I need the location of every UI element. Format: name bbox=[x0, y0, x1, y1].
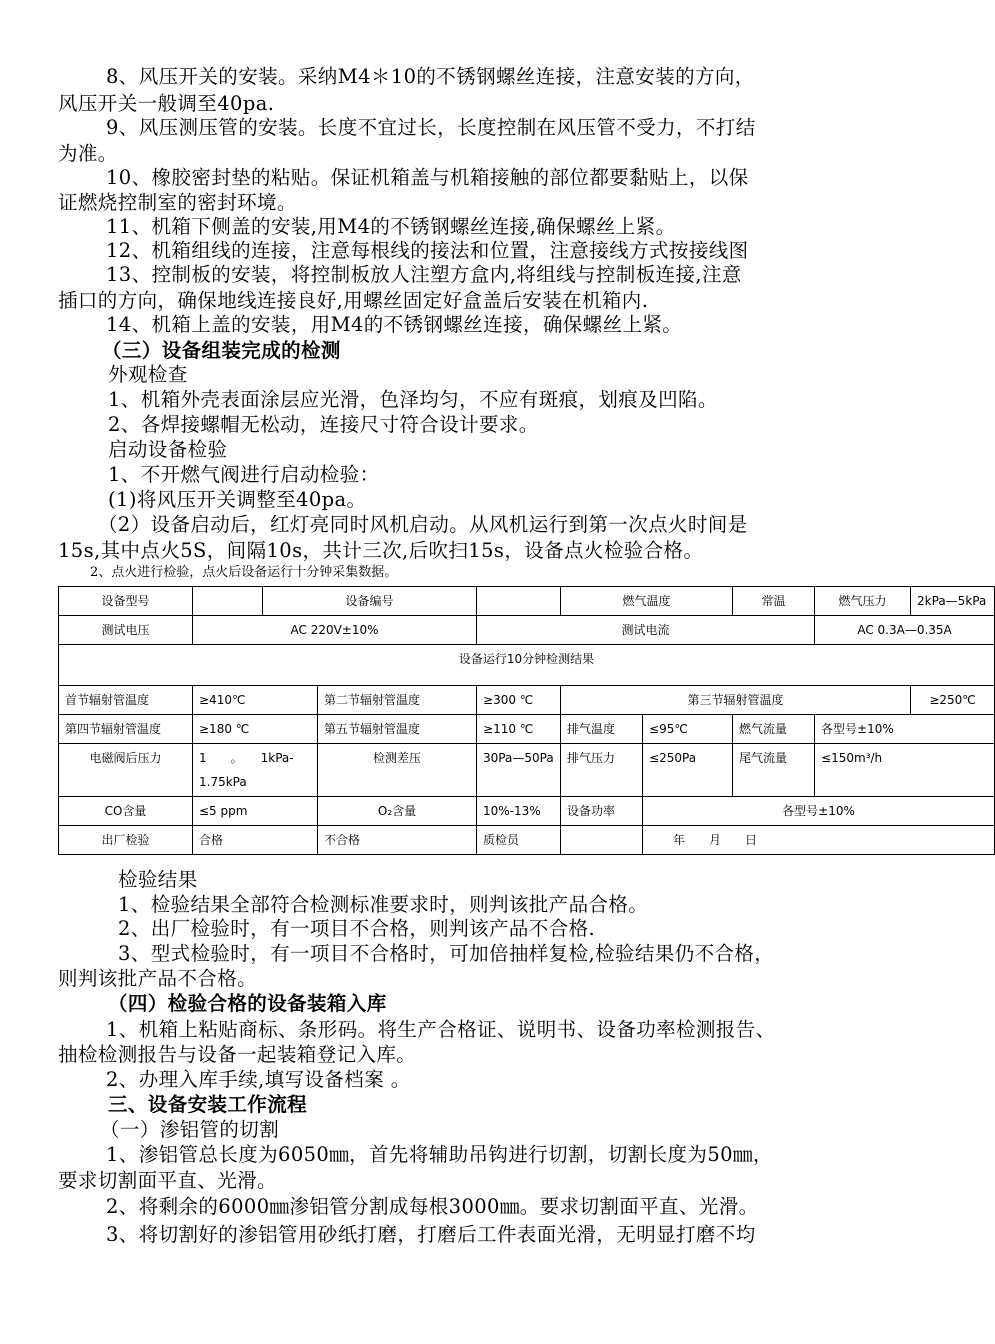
table-cell: 各型号±10% bbox=[815, 715, 995, 744]
table-cell: 燃气压力 bbox=[815, 587, 911, 616]
appearance-item-1: 1、机箱外壳表面涂层应光滑，色泽均匀，不应有斑痕，划痕及凹陷。 bbox=[108, 388, 718, 411]
table-row bbox=[59, 616, 995, 645]
storage-item-2: 2、办理入库手续,填写设备档案 。 bbox=[106, 1068, 411, 1091]
table-cell: 第二节辐射管温度 bbox=[318, 686, 477, 715]
storage-item-1: 1、机箱上粘贴商标、条形码。将生产合格证、说明书、设备功率检测报告、 bbox=[106, 1018, 776, 1041]
table-row bbox=[59, 826, 995, 855]
table-cell: 排气压力 bbox=[561, 744, 643, 797]
table-cell: 排气温度 bbox=[561, 715, 643, 744]
table-cell: ≤5 ppm bbox=[193, 797, 318, 826]
cutting-item-1-cont: 要求切割面平直、光滑。 bbox=[58, 1169, 277, 1192]
subheading-appearance: 外观检查 bbox=[108, 363, 188, 386]
table-cell: 合格 bbox=[193, 826, 318, 855]
para-10: 10、橡胶密封垫的粘贴。保证机箱盖与机箱接触的部位都要黏贴上，以保 bbox=[106, 166, 749, 189]
table-cell: 尾气流量 bbox=[733, 744, 815, 797]
table-cell: ≥180 ℃ bbox=[193, 715, 318, 744]
startup-item-1: 1、不开燃气阀进行启动检验： bbox=[108, 463, 380, 486]
table-row bbox=[59, 797, 995, 826]
para-10-cont: 证燃烧控制室的密封环境。 bbox=[58, 191, 297, 214]
table-cell: 设备型号 bbox=[59, 587, 193, 616]
para-11: 11、机箱下侧盖的安装,用M4的不锈钢螺丝连接,确保螺丝上紧。 bbox=[106, 215, 676, 238]
cutting-item-1: 1、渗铝管总长度为6050㎜，首先将辅助吊钩进行切割，切割长度为50㎜， bbox=[106, 1143, 773, 1166]
inspection-table bbox=[58, 586, 995, 855]
table-cell: 第五节辐射管温度 bbox=[318, 715, 477, 744]
table-cell: 设备功率 bbox=[561, 797, 643, 826]
table-cell: 第四节辐射管温度 bbox=[59, 715, 193, 744]
table-cell: 30Pa—50Pa bbox=[477, 744, 561, 797]
chapter-heading-3: 三、设备安装工作流程 bbox=[108, 1093, 308, 1116]
table-cell: ≤95℃ bbox=[643, 715, 733, 744]
result-item-2: 2、出厂检验时，有一项目不合格，则判该产品不合格. bbox=[118, 917, 596, 940]
result-item-1: 1、检验结果全部符合检测标准要求时，则判该批产品合格。 bbox=[118, 893, 649, 916]
table-cell: 电磁阀后压力 bbox=[59, 744, 193, 797]
table-cell: 2kPa—5kPa bbox=[911, 587, 995, 616]
para-8-cont: 风压开关一般调至40pa. bbox=[58, 92, 275, 115]
table-cell: 出厂检验 bbox=[59, 826, 193, 855]
table-row bbox=[59, 587, 995, 616]
table-row bbox=[59, 686, 995, 715]
para-13-cont: 插口的方向，确保地线连接良好,用螺丝固定好盒盖后安装在机箱内. bbox=[58, 289, 649, 312]
table-cell: 燃气温度 bbox=[561, 587, 733, 616]
startup-item-1-1: (1)将风压开关调整至40pa。 bbox=[108, 488, 367, 511]
para-14: 14、机箱上盖的安装，用M4的不锈钢螺丝连接，确保螺丝上紧。 bbox=[106, 313, 683, 336]
table-cell: O₂含量 bbox=[318, 797, 477, 826]
table-cell bbox=[561, 826, 643, 855]
table-cell: 常温 bbox=[733, 587, 815, 616]
table-cell: 测试电压 bbox=[59, 616, 193, 645]
result-item-3: 3、型式检验时，有一项目不合格时，可加倍抽样复检,检验结果仍不合格， bbox=[118, 942, 775, 965]
table-cell: 各型号±10% bbox=[643, 797, 995, 826]
table-cell bbox=[477, 587, 561, 616]
table-cell: 燃气流量 bbox=[733, 715, 815, 744]
table-row bbox=[59, 744, 995, 797]
table-cell: CO含量 bbox=[59, 797, 193, 826]
table-cell: 1 。 1kPa-1.75kPa bbox=[193, 744, 318, 797]
table-cell: AC 220V±10% bbox=[193, 616, 477, 645]
table-cell: 不合格 bbox=[318, 826, 477, 855]
table-cell: 第三节辐射管温度 bbox=[561, 686, 911, 715]
para-12: 12、机箱组线的连接，注意每根线的接法和位置，注意接线方式按接线图 bbox=[106, 239, 749, 262]
result-item-3-cont: 则判该批产品不合格。 bbox=[58, 967, 258, 990]
subsection-heading-1: （一）渗铝管的切割 bbox=[100, 1118, 280, 1141]
cutting-item-3: 3、将切割好的渗铝管用砂纸打磨，打磨后工件表面光滑，无明显打磨不均 bbox=[106, 1223, 756, 1246]
storage-item-1-cont: 抽检检测报告与设备一起装箱登记入库。 bbox=[58, 1043, 417, 1066]
table-cell: 设备运行10分钟检测结果 bbox=[59, 645, 995, 686]
startup-item-1-2-cont: 15s,其中点火5S，间隔10s，共计三次,后吹扫15s，设备点火检验合格。 bbox=[58, 539, 704, 562]
table-cell: ≥250℃ bbox=[911, 686, 995, 715]
section-heading-3: （三）设备组装完成的检测 bbox=[102, 339, 341, 362]
table-cell: 首节辐射管温度 bbox=[59, 686, 193, 715]
section-heading-4: （四）检验合格的设备装箱入库 bbox=[108, 992, 387, 1015]
para-9-cont: 为准。 bbox=[58, 142, 118, 165]
table-cell: 检测差压 bbox=[318, 744, 477, 797]
table-row bbox=[59, 645, 995, 686]
table-cell: 质检员 bbox=[477, 826, 561, 855]
table-cell: AC 0.3A—0.35A bbox=[815, 616, 995, 645]
para-8: 8、风压开关的安装。采纳M4＊10的不锈钢螺丝连接，注意安装的方向， bbox=[106, 65, 755, 88]
table-cell: 测试电流 bbox=[477, 616, 815, 645]
table-cell: 设备编号 bbox=[263, 587, 477, 616]
cutting-item-2: 2、将剩余的6000㎜渗铝管分割成每根3000㎜。要求切割面平直、光滑。 bbox=[106, 1195, 759, 1218]
table-cell: ≥300 ℃ bbox=[477, 686, 561, 715]
table-cell: ≤250Pa bbox=[643, 744, 733, 797]
table-cell: ≥410℃ bbox=[193, 686, 318, 715]
table-cell: ≥110 ℃ bbox=[477, 715, 561, 744]
table-cell: ≤150m³/h bbox=[815, 744, 995, 797]
startup-item-1-2: （2）设备启动后，红灯亮同时风机启动。从风机运行到第一次点火时间是 bbox=[98, 513, 748, 536]
table-cell: 年 月 日 bbox=[643, 826, 995, 855]
subheading-result: 检验结果 bbox=[118, 868, 198, 891]
table-cell bbox=[193, 587, 263, 616]
para-13: 13、控制板的安装，将控制板放人注塑方盒内,将组线与控制板连接,注意 bbox=[106, 263, 742, 286]
para-9: 9、风压测压管的安装。长度不宜过长，长度控制在风压管不受力，不打结 bbox=[106, 116, 756, 139]
table-cell: 10%-13% bbox=[477, 797, 561, 826]
ignition-test-note: 2、点火进行检验，点火后设备运行十分钟采集数据。 bbox=[90, 565, 398, 580]
table-row bbox=[59, 715, 995, 744]
appearance-item-2: 2、各焊接螺帽无松动，连接尺寸符合设计要求。 bbox=[108, 413, 539, 436]
subheading-startup: 启动设备检验 bbox=[108, 438, 228, 461]
